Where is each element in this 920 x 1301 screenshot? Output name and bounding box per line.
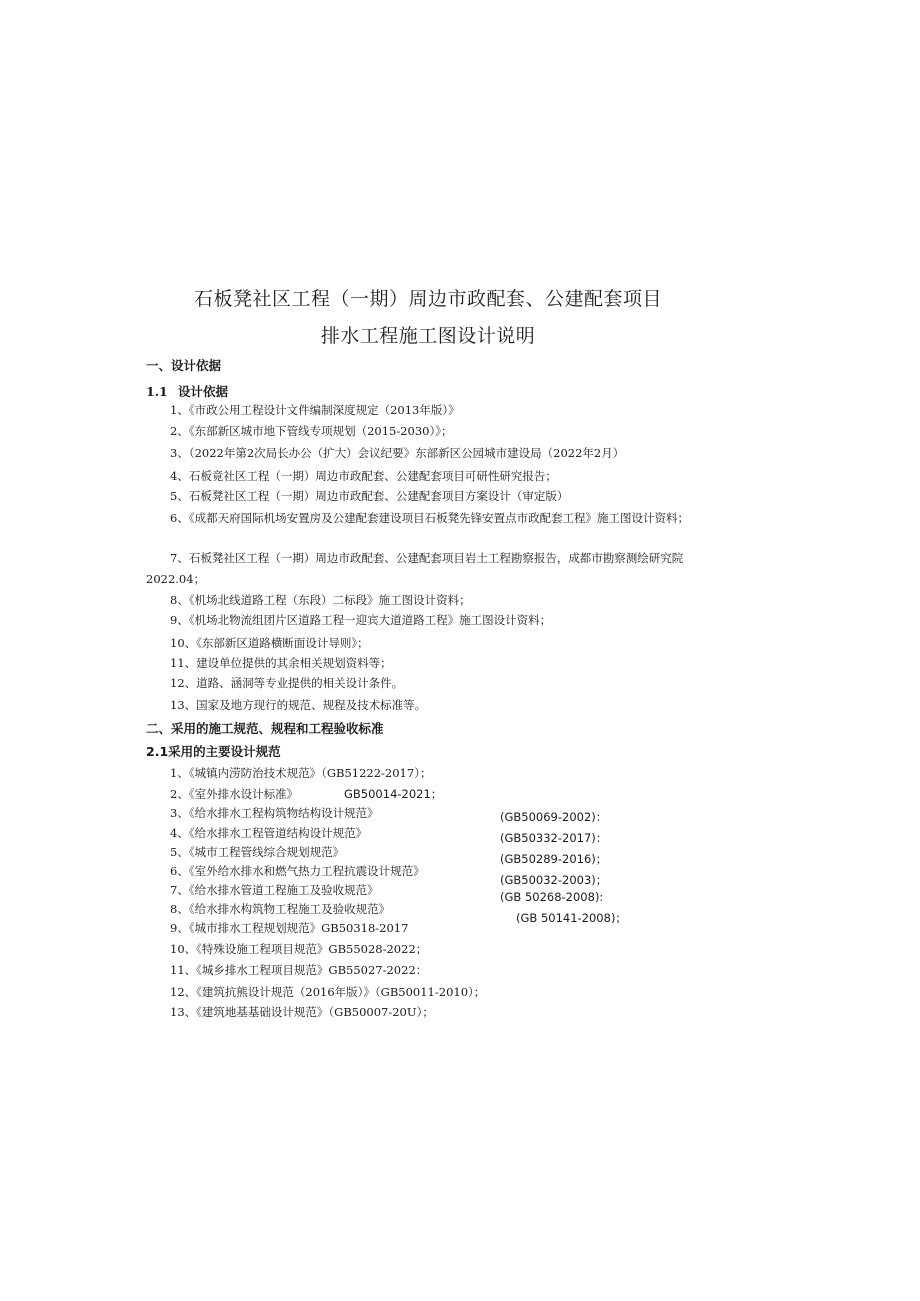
standard-item: 1、《城镇内涝防治技术规范》（GB51222-2017）； [170,766,432,780]
standard-code: (GB50032-2003)； [500,873,608,887]
standard-item: 2、《室外排水设计标准》 [170,787,299,801]
standard-item: 7、《给水排水管道工程施工及验收规范》 [170,883,379,897]
subsection-heading-2-1: 2.1采用的主要设计规范 [146,744,281,759]
reference-item: 4、石板竟社区工程（一期）周边市政配套、公建配套项目可研性研究报告； [170,469,557,483]
standard-item: 5、《城市工程管线综合规划规范》 [170,845,345,859]
reference-item: 2、《东部新区城市地下管线专项规划（2015-2030）》； [170,424,453,438]
standard-code: (GB50332-2017)： [500,831,608,845]
document-subtitle: 排水工程施工图设计说明 [320,325,536,347]
section-heading-2: 二、采用的施工规范、规程和工程验收标准 [146,721,384,736]
reference-item: 7、石板凳社区工程（一期）周边市政配套、公建配套项目岩土工程勘察报告，成都市勘察测绘研究院2022.04； [146,551,684,586]
standard-item: 11、《城乡排水工程项目规范》GB55027-2022： [170,963,428,977]
standard-code: GB50014-2021； [344,787,443,801]
standard-code: (GB50289-2016)； [500,852,608,866]
reference-item: 8、《机场北线道路工程（东段）二标段》施工图设计资料； [170,593,471,607]
subsection-title: 设计依据 [178,384,229,399]
standard-code: (GB 50141-2008)； [516,911,627,925]
standard-code: (GB50069-2002)： [500,810,608,824]
reference-item: 12、道路、涵洞等专业提供的相关设计条件。 [170,676,404,690]
standard-item: 4、《给水排水工程管道结构设计规范》 [170,826,368,840]
standard-item: 6、《室外给水排水和燃气热力工程抗震设计规范》 [170,864,425,878]
reference-item: 9、《机场北物流组团片区道路工程一迎宾大道道路工程》施工图设计资料； [170,613,552,627]
section-heading-1: 一、设计依据 [146,358,222,373]
reference-item: 5、石板凳社区工程（一期）周边市政配套、公建配套项目方案设计（审定版） [170,489,569,503]
standard-item: 9、《城市排水工程规划规范》GB50318-2017 [170,921,409,935]
subsection-number: 1.1 [146,384,168,399]
reference-item: 10、《东部新区道路横断面设计导则》； [170,636,369,650]
reference-item: 11、建设单位提供的其余相关规划资料等； [170,656,392,670]
standard-item: 10、《特殊设施工程项目规范》GB55028-2022； [170,942,428,956]
standard-item: 13、《建筑地基基础设计规范》（GB50007-20U）； [170,1005,434,1019]
subsection-heading-1-1 [146,382,228,400]
reference-item: 1、《市政公用工程设计文件编制深度规定（2013年版）》 [170,403,460,417]
standard-code: (GB 50268-2008): [500,890,604,904]
reference-item: 6、《成都天府国际机场安置房及公建配套建设项目石板凳先锋安置点市政配套工程》施工图设计资料； [170,511,690,525]
document-title: 石板凳社区工程（一期）周边市政配套、公建配套项目 [193,288,662,310]
standard-item: 12、《建筑抗熊设计规范（2016年版）》（GB50011-2010）； [170,985,486,999]
reference-item: 13、国家及地方现行的规范、规程及技术标准等。 [170,698,427,712]
reference-item: 3、（2022年第2次局长办公（扩大）会议纪要》东部新区公园城市建设局（2022年2月） [170,446,625,460]
standard-item: 8、《给水排水构筑物工程施工及验收规范》 [170,902,391,916]
standard-item: 3、《给水排水工程构筑物结构设计规范》 [170,806,379,820]
